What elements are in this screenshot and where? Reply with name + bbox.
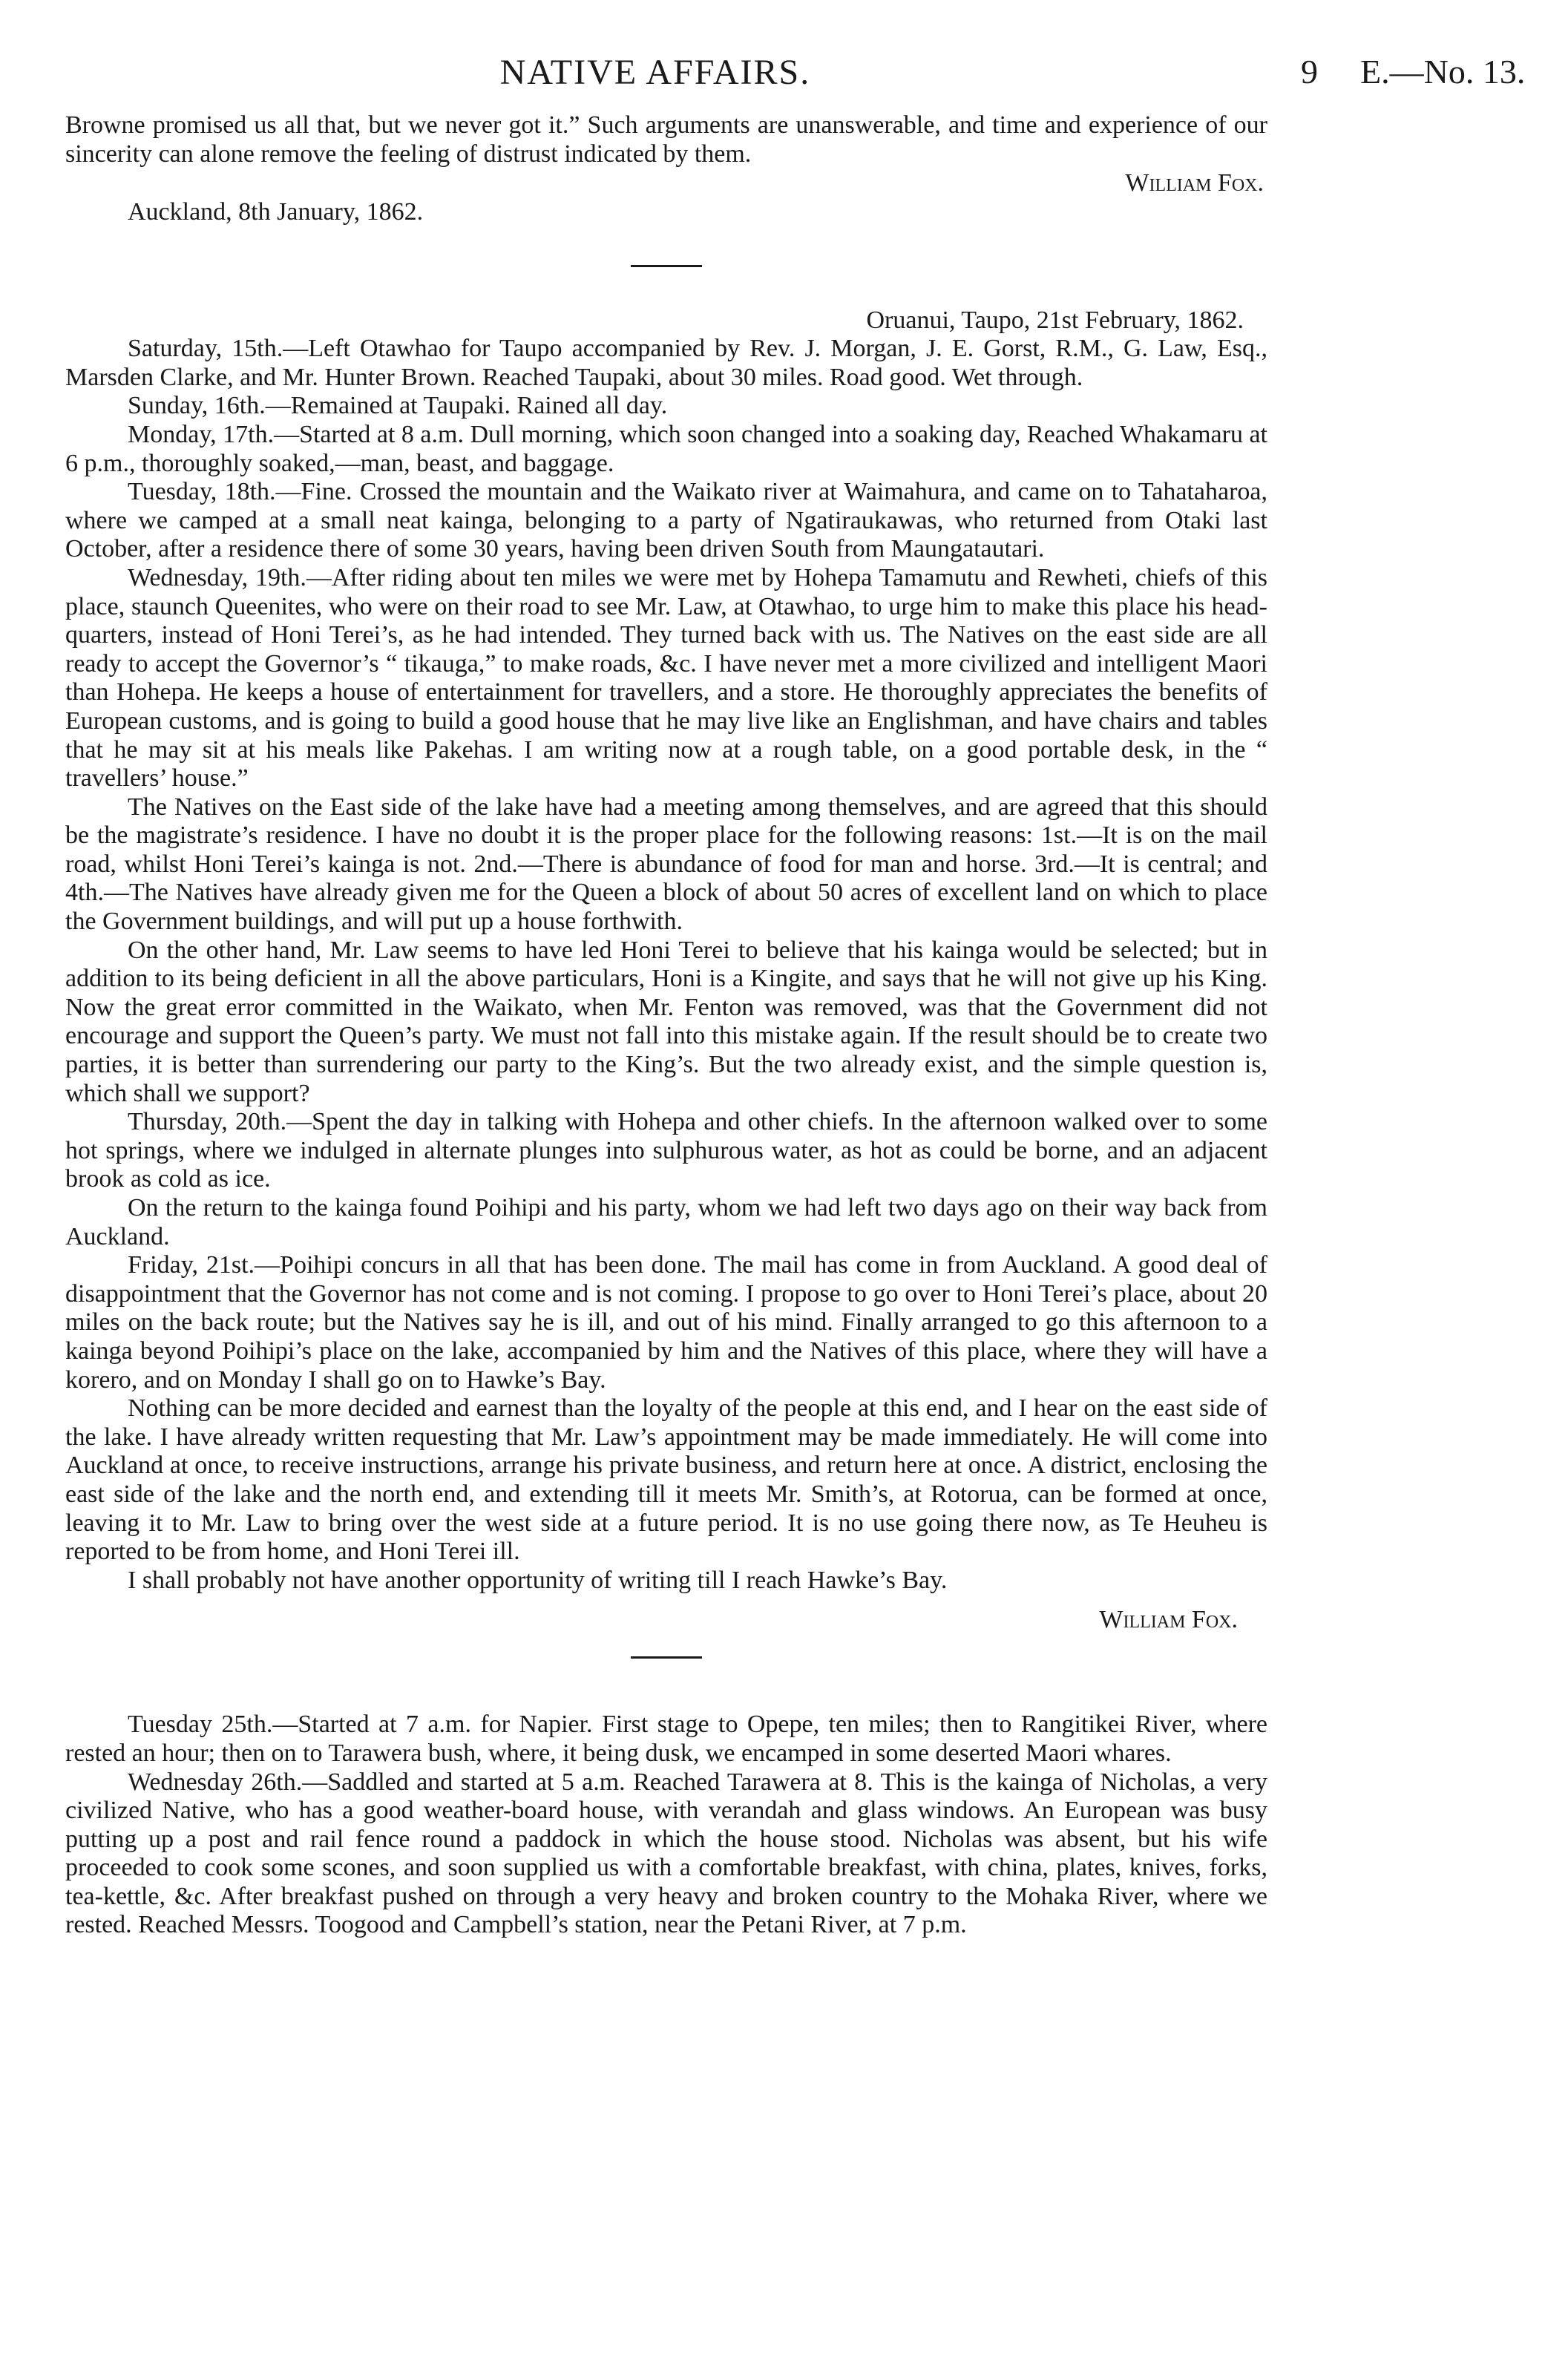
paragraph: Sunday, 16th.—Remained at Taupaki. Rained all day. [128,392,668,420]
intro-paragraph: Browne promised us all that, but we never got it.” Such arguments are unanswerable, and time and experience of our sincerity can alone remove the feeling of distrust indicated by them. [65,111,1267,168]
paragraph: Wednesday, 19th.—After riding about ten miles we were met by Hohepa Tamamutu and Rewheti, chiefs of this place, staunch Queenites, who were on their road to see Mr. Law, at Otawhao, to urge him to make this place his head-quarters, instead of Honi Terei’s, as he had intended. They turned back with us. The Natives on the east side are all ready to accept the Governor’s “ tikauga,” to make roads, &c. I have never met a more civilized and intelligent Maori than Hohepa. He keeps a house of entertainment for travellers, and a store. He thoroughly appreciates the benefits of European customs, and is going to build a good house that he may live like an Englishman, and have chairs and tables that he may sit at his meals like Pakehas. I am writing now at a rough table, on a good portable desk, in the “ travellers’ house.” [65,563,1267,793]
paragraph: Monday, 17th.—Started at 8 a.m. Dull morning, which soon changed into a soaking day, Reached Whakamaru at 6 p.m., thoroughly soaked,—man, beast, and baggage. [65,420,1267,477]
signature: William Fox. [1099,1606,1238,1634]
dateline: Oruanui, Taupo, 21st February, 1862. [866,306,1244,335]
paragraph: Nothing can be more decided and earnest than the loyalty of the people at this end, and I hear on the east side of the lake. I have already written requesting that Mr. Law’s appointment may be made immediately. He will come into Auckland at once, to receive instructions, arrange his private business, and return here at once. A district, enclosing the east side of the lake and the north end, and extending till it meets Mr. Smith’s, at Rotorua, can be formed at once, leaving it to Mr. Law to bring over the west side at a future period. It is no use going there now, as Te Heuheu is reported to be from home, and Honi Terei ill. [65,1394,1267,1566]
paragraph: Thursday, 20th.—Spent the day in talking with Hohepa and other chiefs. In the afternoon walked over to some hot springs, where we indulged in alternate plunges into sulphurous water, as hot as could be borne, and an adjacent brook as cold as ice. [65,1108,1267,1193]
paragraph: Friday, 21st.—Poihipi concurs in all that has been done. The mail has come in from Auckland. A good deal of disappointment that the Governor has not come and is not coming. I propose to go over to Honi Terei’s place, about 20 miles on the back route; but the Natives say he is ill, and out of his mind. Finally arranged to go this afternoon to a kainga beyond Poihipi’s place on the lake, accompanied by him and the Natives of this place, where they will have a korero, and on Monday I shall go on to Hawke’s Bay. [65,1251,1267,1394]
paragraph: Saturday, 15th.—Left Otawhao for Taupo accompanied by Rev. J. Morgan, J. E. Gorst, R.M., G. Law, Esq., Marsden Clarke, and Mr. Hunter Brown. Reached Taupaki, about 30 miles. Road good. Wet through. [65,335,1267,391]
paragraph: I shall probably not have another opportunity of writing till I reach Hawke’s Bay. [128,1566,948,1594]
paragraph: On the other hand, Mr. Law seems to have led Honi Terei to believe that his kainga would be selected; but in addition to its being deficient in all the above particulars, Honi is a Kingite, and says that he will not give up his King. Now the great error committed in the Waikato, when Mr. Fenton was removed, was that the Government did not encourage and support the Queen’s party. We must not fall into this mistake again. If the result should be to create two parties, it is better than surrendering our party to the King’s. But the two already exist, and the simple question is, which shall we support? [65,936,1267,1107]
page-number: 9 [1301,53,1318,91]
intro-section [65,111,1267,226]
running-title: NATIVE AFFAIRS. [499,53,811,92]
page-header [65,52,1526,111]
paragraph: Wednesday 26th.—Saddled and started at 5 a.m. Reached Tarawera at 8. This is the kainga of Nicholas, a very civilized Native, who has a good weather-board house, with verandah and glass windows. An European was busy putting up a post and rail fence round a paddock in which the house stood. Nicholas was absent, but his wife proceeded to cook some scones, and soon supplied us with a comfortable breakfast, with china, plates, knives, forks, tea-kettle, &c. After breakfast pushed on through a very heavy and broken country to the Mohaka River, where we rested. Reached Messrs. Toogood and Campbell’s station, near the Petani River, at 7 p.m. [65,1768,1267,1939]
paper-reference: E.—No. 13. [1360,53,1526,91]
place-date: Auckland, 8th January, 1862. [128,198,424,226]
signature: William Fox. [1125,169,1264,197]
letter-section [65,306,1267,1634]
paragraph: The Natives on the East side of the lake have had a meeting among themselves, and are agreed that this should be the magistrate’s residence. I have no doubt it is the proper place for the following reasons: 1st.—It is on the mail road, whilst Honi Terei’s kainga is not. 2nd.—There is abundance of food for man and horse. 3rd.—It is central; and 4th.—The Natives have already given me for the Queen a block of about 50 acres of excellent land on which to place the Government buildings, and will put up a house forthwith. [65,793,1267,936]
journal-section [65,1711,1267,1940]
document-page [65,52,1526,1940]
paragraph: Tuesday 25th.—Started at 7 a.m. for Napier. First stage to Opepe, ten miles; then to Rangitikei River, where rested an hour; then on to Tarawera bush, where, it being dusk, we encamped in some deserted Maori whares. [65,1711,1267,1767]
paragraph: On the return to the kainga found Poihipi and his party, whom we had left two days ago on their way back from Auckland. [65,1194,1267,1250]
paragraph: Tuesday, 18th.—Fine. Crossed the mountain and the Waikato river at Waimahura, and came on to Tahataharoa, where we camped at a small neat kainga, belonging to a party of Ngatiraukawas, who returned from Otaki last October, after a residence there of some 30 years, having been driven South from Maungatautari. [65,478,1267,563]
